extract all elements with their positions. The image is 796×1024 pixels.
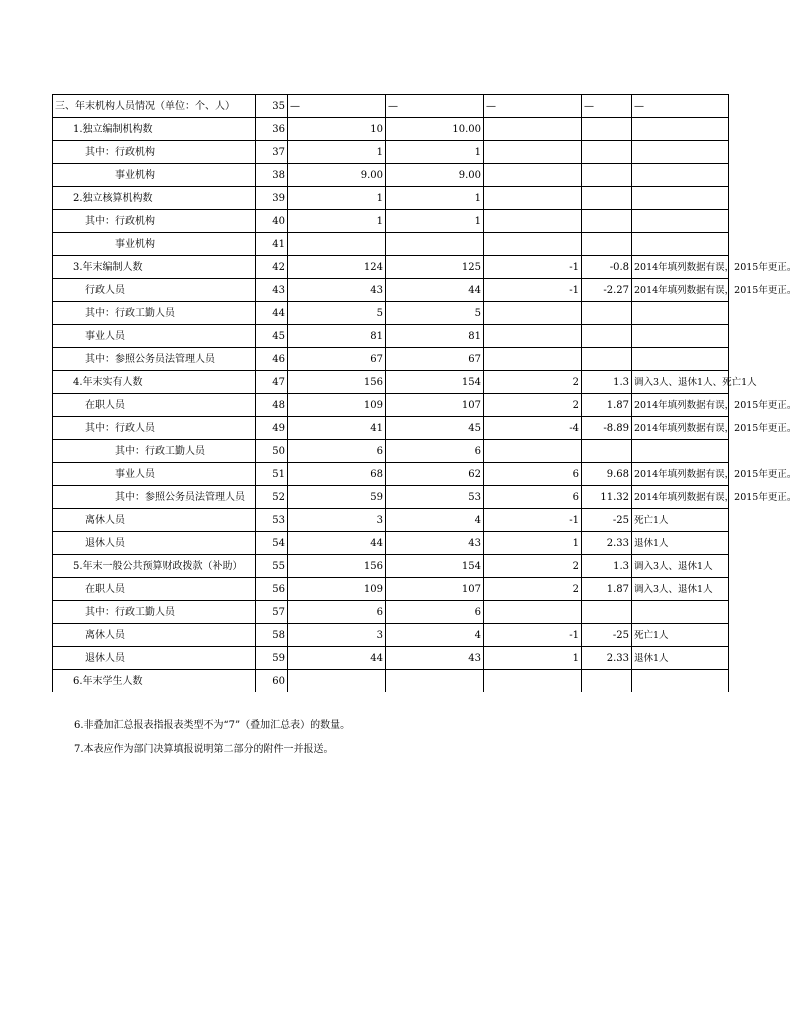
change-note: 2014年填列数据有误，2015年更正。 [632,486,729,509]
value-change-rate: -2.27 [582,279,632,302]
row-number: 45 [256,325,288,348]
value-change: -1 [484,256,582,279]
row-label: 退休人员 [53,532,256,555]
table-row [53,141,729,164]
row-number: 42 [256,256,288,279]
value-change: 2 [484,578,582,601]
row-number: 47 [256,371,288,394]
value-change-rate [582,348,632,371]
value-change-rate: -25 [582,624,632,647]
value-current-year: — [288,95,386,118]
row-label: 行政人员 [53,279,256,302]
row-number: 41 [256,233,288,256]
change-note: 2014年填列数据有误，2015年更正。 [632,463,729,486]
row-label: 在职人员 [53,394,256,417]
value-change-rate: 1.3 [582,371,632,394]
row-label: 其中：行政机构 [53,141,256,164]
value-change-rate: 1.87 [582,578,632,601]
value-change-rate: 9.68 [582,463,632,486]
change-note: 死亡1人 [632,509,729,532]
value-change: 1 [484,532,582,555]
row-label: 其中：行政工勤人员 [53,440,256,463]
value-current-year: 10 [288,118,386,141]
row-number: 50 [256,440,288,463]
table-row [53,95,729,118]
value-change-rate: -25 [582,509,632,532]
row-label: 4.年末实有人数 [53,371,256,394]
row-label: 事业人员 [53,463,256,486]
value-prior-year: 9.00 [386,164,484,187]
value-prior-year: 4 [386,509,484,532]
row-number: 59 [256,647,288,670]
value-change [484,141,582,164]
value-current-year: 43 [288,279,386,302]
change-note: 2014年填列数据有误，2015年更正。 [632,417,729,440]
value-prior-year: 125 [386,256,484,279]
value-current-year: 124 [288,256,386,279]
value-prior-year: 1 [386,210,484,233]
value-change-rate [582,141,632,164]
row-label: 退休人员 [53,647,256,670]
value-current-year: 3 [288,624,386,647]
row-label: 事业人员 [53,325,256,348]
value-change-rate: 1.3 [582,555,632,578]
change-note [632,141,729,164]
value-prior-year: 43 [386,532,484,555]
change-note [632,164,729,187]
table-row [53,256,729,279]
change-note [632,118,729,141]
value-change [484,670,582,693]
value-change: 6 [484,463,582,486]
row-number: 58 [256,624,288,647]
value-change [484,348,582,371]
row-label: 5.年末一般公共预算财政拨款（补助） [53,555,256,578]
value-change: 2 [484,555,582,578]
table-row [53,647,729,670]
value-change-rate: -8.89 [582,417,632,440]
value-change-rate [582,233,632,256]
row-number: 39 [256,187,288,210]
value-change [484,325,582,348]
value-change: 2 [484,394,582,417]
table-row [53,371,729,394]
change-note: 调入3人、退休1人 [632,578,729,601]
value-change: 6 [484,486,582,509]
value-change: -4 [484,417,582,440]
value-prior-year: 67 [386,348,484,371]
value-prior-year: 62 [386,463,484,486]
value-change [484,302,582,325]
value-prior-year: 154 [386,371,484,394]
value-current-year: 156 [288,371,386,394]
value-current-year: 6 [288,440,386,463]
change-note: — [632,95,729,118]
value-change: -1 [484,509,582,532]
row-number: 35 [256,95,288,118]
change-note [632,210,729,233]
row-number: 49 [256,417,288,440]
value-prior-year: 10.00 [386,118,484,141]
table-row [53,394,729,417]
row-label: 其中：参照公务员法管理人员 [53,348,256,371]
row-label: 离休人员 [53,509,256,532]
value-prior-year: 43 [386,647,484,670]
change-note: 退休1人 [632,647,729,670]
table-row [53,578,729,601]
value-prior-year: 1 [386,187,484,210]
row-number: 51 [256,463,288,486]
table-row [53,325,729,348]
row-number: 37 [256,141,288,164]
row-label: 其中：行政工勤人员 [53,601,256,624]
value-change [484,164,582,187]
value-prior-year: 107 [386,394,484,417]
table-row [53,624,729,647]
value-current-year: 81 [288,325,386,348]
row-label: 3.年末编制人数 [53,256,256,279]
row-label: 在职人员 [53,578,256,601]
table-row [53,233,729,256]
table-row [53,486,729,509]
value-prior-year: — [386,95,484,118]
value-current-year: 41 [288,417,386,440]
value-prior-year: 53 [386,486,484,509]
change-note: 2014年填列数据有误，2015年更正。 [632,394,729,417]
value-current-year: 5 [288,302,386,325]
value-prior-year: 107 [386,578,484,601]
row-number: 56 [256,578,288,601]
row-number: 53 [256,509,288,532]
row-label: 6.年末学生人数 [53,670,256,693]
row-number: 36 [256,118,288,141]
row-number: 60 [256,670,288,693]
table-row [53,532,729,555]
value-change-rate [582,670,632,693]
data-table [52,94,796,692]
row-label: 其中：行政工勤人员 [53,302,256,325]
value-prior-year [386,233,484,256]
value-change-rate: — [582,95,632,118]
value-current-year: 1 [288,187,386,210]
row-label: 事业机构 [53,233,256,256]
value-change-rate [582,302,632,325]
row-label: 事业机构 [53,164,256,187]
row-number: 48 [256,394,288,417]
value-current-year: 59 [288,486,386,509]
value-current-year: 109 [288,578,386,601]
value-current-year: 44 [288,647,386,670]
row-number: 44 [256,302,288,325]
value-prior-year [386,670,484,693]
value-change [484,440,582,463]
value-prior-year: 6 [386,601,484,624]
change-note: 调入3人、退休1人、死亡1人 [632,371,729,394]
table-row [53,509,729,532]
change-note [632,440,729,463]
value-current-year [288,670,386,693]
footnote: 7.本表应作为部门决算填报说明第二部分的附件一并报送。 [74,744,334,755]
row-label: 其中：行政机构 [53,210,256,233]
table-row [53,279,729,302]
value-change-rate [582,601,632,624]
value-change [484,187,582,210]
value-change-rate [582,210,632,233]
change-note [632,348,729,371]
value-change-rate [582,440,632,463]
row-number: 40 [256,210,288,233]
change-note: 退休1人 [632,532,729,555]
value-change [484,210,582,233]
table-row [53,302,729,325]
table-body [53,95,796,693]
footnote: 6.非叠加汇总报表指报表类型不为“7”（叠加汇总表）的数量。 [74,720,351,731]
row-number: 57 [256,601,288,624]
value-current-year: 67 [288,348,386,371]
value-current-year: 6 [288,601,386,624]
table-row [53,670,729,693]
value-change-rate [582,187,632,210]
value-prior-year: 45 [386,417,484,440]
row-label: 离休人员 [53,624,256,647]
value-change: — [484,95,582,118]
value-prior-year: 154 [386,555,484,578]
value-change-rate: 1.87 [582,394,632,417]
change-note [632,233,729,256]
change-note [632,670,729,693]
row-label: 2.独立核算机构数 [53,187,256,210]
table-row [53,210,729,233]
table-row [53,348,729,371]
row-label: 1.独立编制机构数 [53,118,256,141]
value-prior-year: 1 [386,141,484,164]
change-note: 2014年填列数据有误，2015年更正。 [632,279,729,302]
footnotes [74,719,350,767]
value-change: -1 [484,624,582,647]
value-current-year: 44 [288,532,386,555]
value-current-year: 9.00 [288,164,386,187]
value-current-year: 1 [288,141,386,164]
table-row [53,555,729,578]
value-change-rate [582,118,632,141]
row-number: 46 [256,348,288,371]
change-note: 调入3人、退休1人 [632,555,729,578]
value-change: -1 [484,279,582,302]
value-current-year: 1 [288,210,386,233]
value-change: 2 [484,371,582,394]
value-change [484,601,582,624]
value-prior-year: 5 [386,302,484,325]
value-change [484,233,582,256]
table-row [53,601,729,624]
row-number: 38 [256,164,288,187]
value-change [484,118,582,141]
value-change-rate: 2.33 [582,647,632,670]
table-row [53,440,729,463]
value-change-rate [582,325,632,348]
table-row [53,187,729,210]
value-change-rate: -0.8 [582,256,632,279]
row-label: 三、年末机构人员情况（单位：个、人） [53,95,256,118]
value-current-year [288,233,386,256]
change-note [632,187,729,210]
table-row [53,118,729,141]
table-row [53,164,729,187]
value-prior-year: 81 [386,325,484,348]
value-prior-year: 6 [386,440,484,463]
table-row [53,463,729,486]
value-current-year: 109 [288,394,386,417]
change-note [632,601,729,624]
row-number: 43 [256,279,288,302]
row-number: 55 [256,555,288,578]
value-current-year: 3 [288,509,386,532]
value-change-rate: 2.33 [582,532,632,555]
row-number: 54 [256,532,288,555]
change-note: 死亡1人 [632,624,729,647]
value-current-year: 156 [288,555,386,578]
value-current-year: 68 [288,463,386,486]
row-label: 其中：参照公务员法管理人员 [53,486,256,509]
change-note: 2014年填列数据有误，2015年更正。 [632,256,729,279]
change-note [632,325,729,348]
row-label: 其中：行政人员 [53,417,256,440]
value-change-rate: 11.32 [582,486,632,509]
change-note [632,302,729,325]
value-change: 1 [484,647,582,670]
row-number: 52 [256,486,288,509]
value-prior-year: 4 [386,624,484,647]
table-row [53,417,729,440]
value-change-rate [582,164,632,187]
value-prior-year: 44 [386,279,484,302]
